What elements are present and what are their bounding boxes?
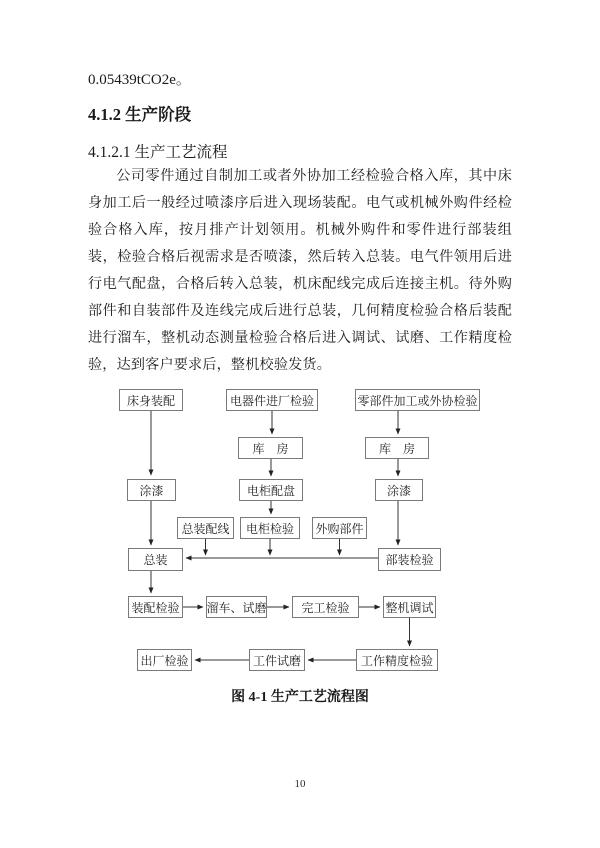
flowchart-arrows <box>88 388 512 684</box>
flow-node-warehouse-2: 库 房 <box>365 437 429 459</box>
flow-node-machine-debugging: 整机调试 <box>383 596 436 618</box>
subsection-heading: 4.1.2.1 生产工艺流程 <box>88 144 228 161</box>
flow-node-purchased-parts: 外购部件 <box>312 517 367 539</box>
flow-node-parts-machining-inspection: 零部件加工或外协检验 <box>355 389 480 411</box>
flow-node-painting-1: 涂漆 <box>127 479 176 501</box>
flow-node-workpiece-trial-grinding: 工件试磨 <box>249 649 305 671</box>
flow-node-cabinet-inspection: 电柜检验 <box>240 517 300 539</box>
flow-node-completion-inspection: 完工检验 <box>292 596 359 618</box>
flow-node-assembly-wiring: 总装配线 <box>177 517 234 539</box>
flow-node-warehouse-1: 库 房 <box>238 437 303 459</box>
flow-node-bed-assembly: 床身装配 <box>119 389 183 411</box>
section-heading: 4.1.2 生产阶段 <box>88 105 192 124</box>
co2-value-line: 0.05439tCO2e。 <box>88 72 191 88</box>
flow-node-work-precision-inspection: 工作精度检验 <box>356 649 438 671</box>
flow-node-painting-2: 涂漆 <box>375 479 423 501</box>
flow-node-subassembly-inspection: 部装检验 <box>378 548 441 571</box>
page-number: 10 <box>294 778 306 790</box>
process-description-paragraph: 公司零件通过自制加工或者外协加工经检验合格入库，其中床身加工后一般经过喷漆序后进入现场装配。电气或机械外购件经检验合格入库，按月排产计划领用。机械外购件和零件进行部装组装，检验合格后视需求是否喷漆，然后转入总装。电气件领用后进行电气配盘，合格后转入总装，机床配线完成后连接主机。待外购部件和自装部件及连线完成后进行总装，几何精度检验合格后装配进行溜车，整机动态测量检验合格后进入调试、试磨、工作精度检验，达到客户要求后，整机校验发货。 <box>88 168 512 373</box>
flow-node-electrical-incoming-inspection: 电器件进厂检验 <box>226 389 318 411</box>
flow-node-assembly-inspection: 装配检验 <box>128 596 183 618</box>
flow-node-factory-inspection: 出厂检验 <box>137 649 192 671</box>
process-flowchart <box>88 388 512 684</box>
flow-node-run-in-trial-grinding: 溜车、试磨 <box>206 596 267 618</box>
flow-node-cabinet-wiring: 电柜配盘 <box>239 479 303 501</box>
figure-caption: 图 4-1 生产工艺流程图 <box>231 690 369 705</box>
flow-node-final-assembly: 总装 <box>128 548 183 571</box>
